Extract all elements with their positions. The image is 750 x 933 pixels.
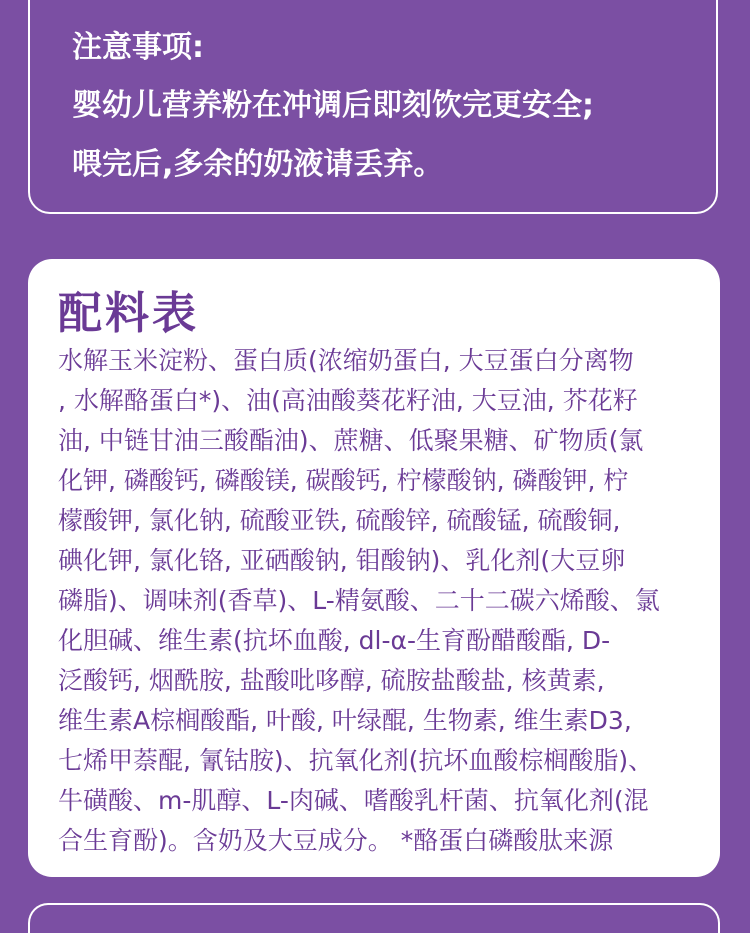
next-panel-edge [28, 903, 720, 933]
ingredients-title: 配料表 [58, 288, 199, 339]
ingredients-line: 化钾, 磷酸钙, 磷酸镁, 碳酸钙, 柠檬酸钠, 磷酸钾, 柠 [58, 466, 629, 495]
ingredients-line: 水解玉米淀粉、蛋白质(浓缩奶蛋白, 大豆蛋白分离物 [58, 346, 634, 375]
ingredients-line: , 水解酪蛋白*)、油(高油酸葵花籽油, 大豆油, 芥花籽 [58, 386, 638, 415]
notice-line: 婴幼儿营养粉在冲调后即刻饮完更安全; [72, 88, 594, 123]
notice-line: 喂完后,多余的奶液请丢弃。 [72, 147, 444, 182]
ingredients-card [28, 259, 720, 877]
ingredients-line: 碘化钾, 氯化铬, 亚硒酸钠, 钼酸钠)、乳化剂(大豆卵 [58, 546, 626, 575]
ingredients-line: 泛酸钙, 烟酰胺, 盐酸吡哆醇, 硫胺盐酸盐, 核黄素, [58, 666, 605, 695]
ingredients-line: 檬酸钾, 氯化钠, 硫酸亚铁, 硫酸锌, 硫酸锰, 硫酸铜, [58, 506, 621, 535]
ingredients-line: 磷脂)、调味剂(香草)、L-精氨酸、二十二碳六烯酸、氯 [58, 586, 660, 615]
notice-title: 注意事项: [72, 30, 204, 65]
ingredients-line: 油, 中链甘油三酸酯油)、蔗糖、低聚果糖、矿物质(氯 [58, 426, 644, 455]
ingredients-line: 维生素A棕榈酸酯, 叶酸, 叶绿醌, 生物素, 维生素D3, [58, 706, 632, 735]
ingredients-text [58, 341, 698, 861]
ingredients-line: 化胆碱、维生素(抗坏血酸, dl-α-生育酚醋酸酯, D- [58, 626, 611, 655]
ingredients-line: 七烯甲萘醌, 氰钴胺)、抗氧化剂(抗坏血酸棕榈酸脂)、 [58, 746, 654, 775]
ingredients-line: 合生育酚)。含奶及大豆成分。 *酪蛋白磷酸肽来源 [58, 826, 614, 855]
ingredients-line: 牛磺酸、m-肌醇、L-肉碱、嗜酸乳杆菌、抗氧化剂(混 [58, 786, 649, 815]
